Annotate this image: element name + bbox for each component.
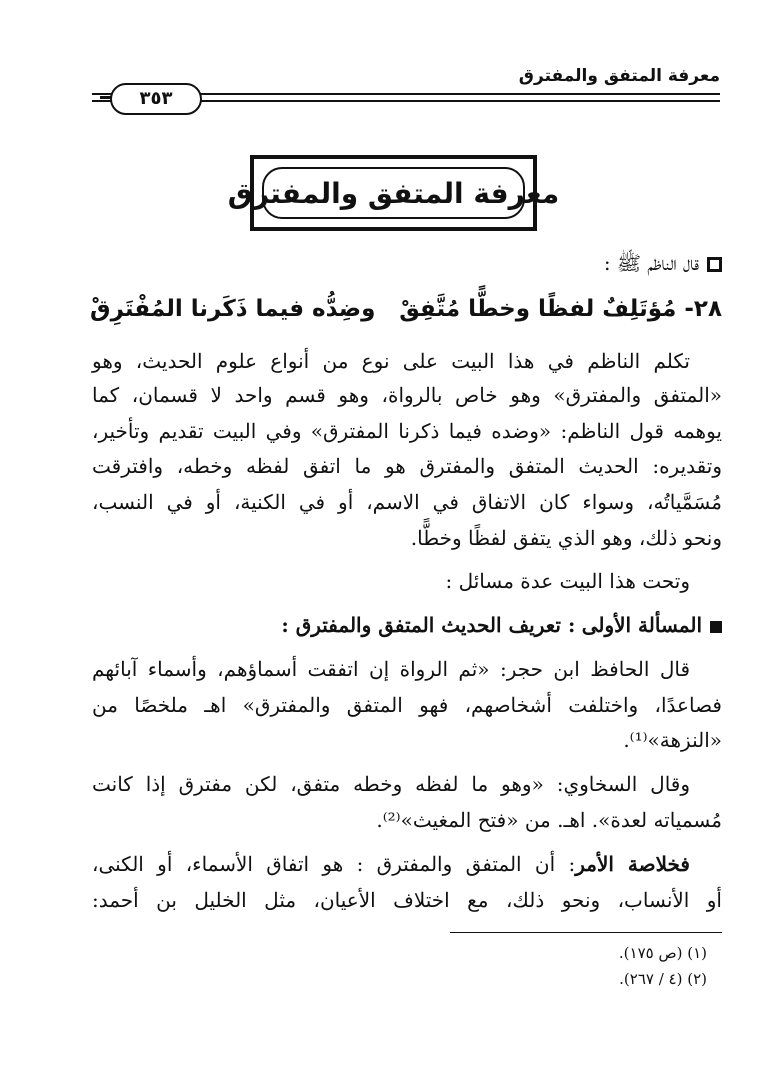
paragraph-line: تكلم الناظم في هذا البيت على نوع من أنواع علوم الحديث، وهو <box>92 349 690 373</box>
intro-text: قال الناظم ﷺ : <box>603 251 699 275</box>
chapter-title-frame <box>227 167 560 219</box>
summary-line: أو الأنساب، ونحو ذلك، مع اختلاف الأعيان، مثل الخليل بن أحمد: <box>92 888 722 912</box>
verse-first-hemistich: ٢٨- مُؤتَلِفٌ لفظًا وخطًّا مُتَّفِقْ <box>399 296 722 322</box>
issue-heading <box>281 610 722 640</box>
paragraph-line: «المتفق والمفترق» وهو خاص بالرواة، وهو قسم واحد لا قسمان، كما <box>92 383 722 407</box>
paragraph-line: «النزهة»⁽¹⁾. <box>623 728 722 752</box>
paragraph-line: قال الحافظ ابن حجر: «ثم الرواة إن اتفقت أسماؤهم، وأسماء آبائهم <box>92 657 690 681</box>
paragraph-line: وقال السخاوي: «وهو ما لفظه وخطه متفق، لكن مفترق إذا كانت <box>92 772 690 796</box>
footnote: (١) (ص ١٧٥). <box>618 944 707 962</box>
running-title: معرفة المتفق والمفترق <box>518 66 720 86</box>
verse-second-hemistich: وضِدُّه فيما ذَكَرنا المُفْتَرِقْ <box>90 296 376 322</box>
paragraph-2: وتحت هذا البيت عدة مسائل : <box>445 569 690 593</box>
paragraph-line: مُسمياته لعدة». اهـ. من «فتح المغيث»⁽²⁾. <box>376 808 722 832</box>
paragraph-line: ونحو ذلك، وهو الذي يتفق لفظًا وخطًّا. <box>410 526 722 550</box>
chapter-title-box <box>227 155 560 231</box>
issue-title: : تعريف الحديث المتفق والمفترق : <box>281 613 576 637</box>
footnote: (٢) (٤ / ٢٦٧). <box>619 970 707 988</box>
summary-line <box>92 849 690 879</box>
paragraph-line: مُسَمَّياتُه، وسواء كان الاتفاق في الاسم، أو في الكنية، أو في النسب، <box>92 490 722 514</box>
paragraph-line: وتقديره: الحديث المتفق والمفترق هو ما اتفق لفظه وخطه، وافترقت <box>92 454 722 478</box>
page-number: ٣٥٣ <box>110 83 202 115</box>
issue-label: المسألة الأولى <box>581 613 702 637</box>
chapter-title: معرفة المتفق والمفترق <box>227 176 560 210</box>
filled-square-bullet-icon <box>710 621 722 633</box>
paragraph-line: فصاعدًا، واختلفت أشخاصهم، فهو المتفق والمفترق» اهـ ملخصًا من <box>92 693 722 717</box>
summary-text: : أن المتفق والمفترق : هو اتفاق الأسماء، أو الكنى، <box>92 852 576 876</box>
intro-line <box>604 248 722 278</box>
paragraph-line: يوهمه قول الناظم: «وضده فيما ذكرنا المفترق» وفي البيت تقديم وتأخير، <box>92 419 722 443</box>
square-bullet-icon <box>707 257 722 272</box>
summary-label: فخلاصة الأمر <box>575 852 690 876</box>
footnote-rule <box>450 932 722 933</box>
